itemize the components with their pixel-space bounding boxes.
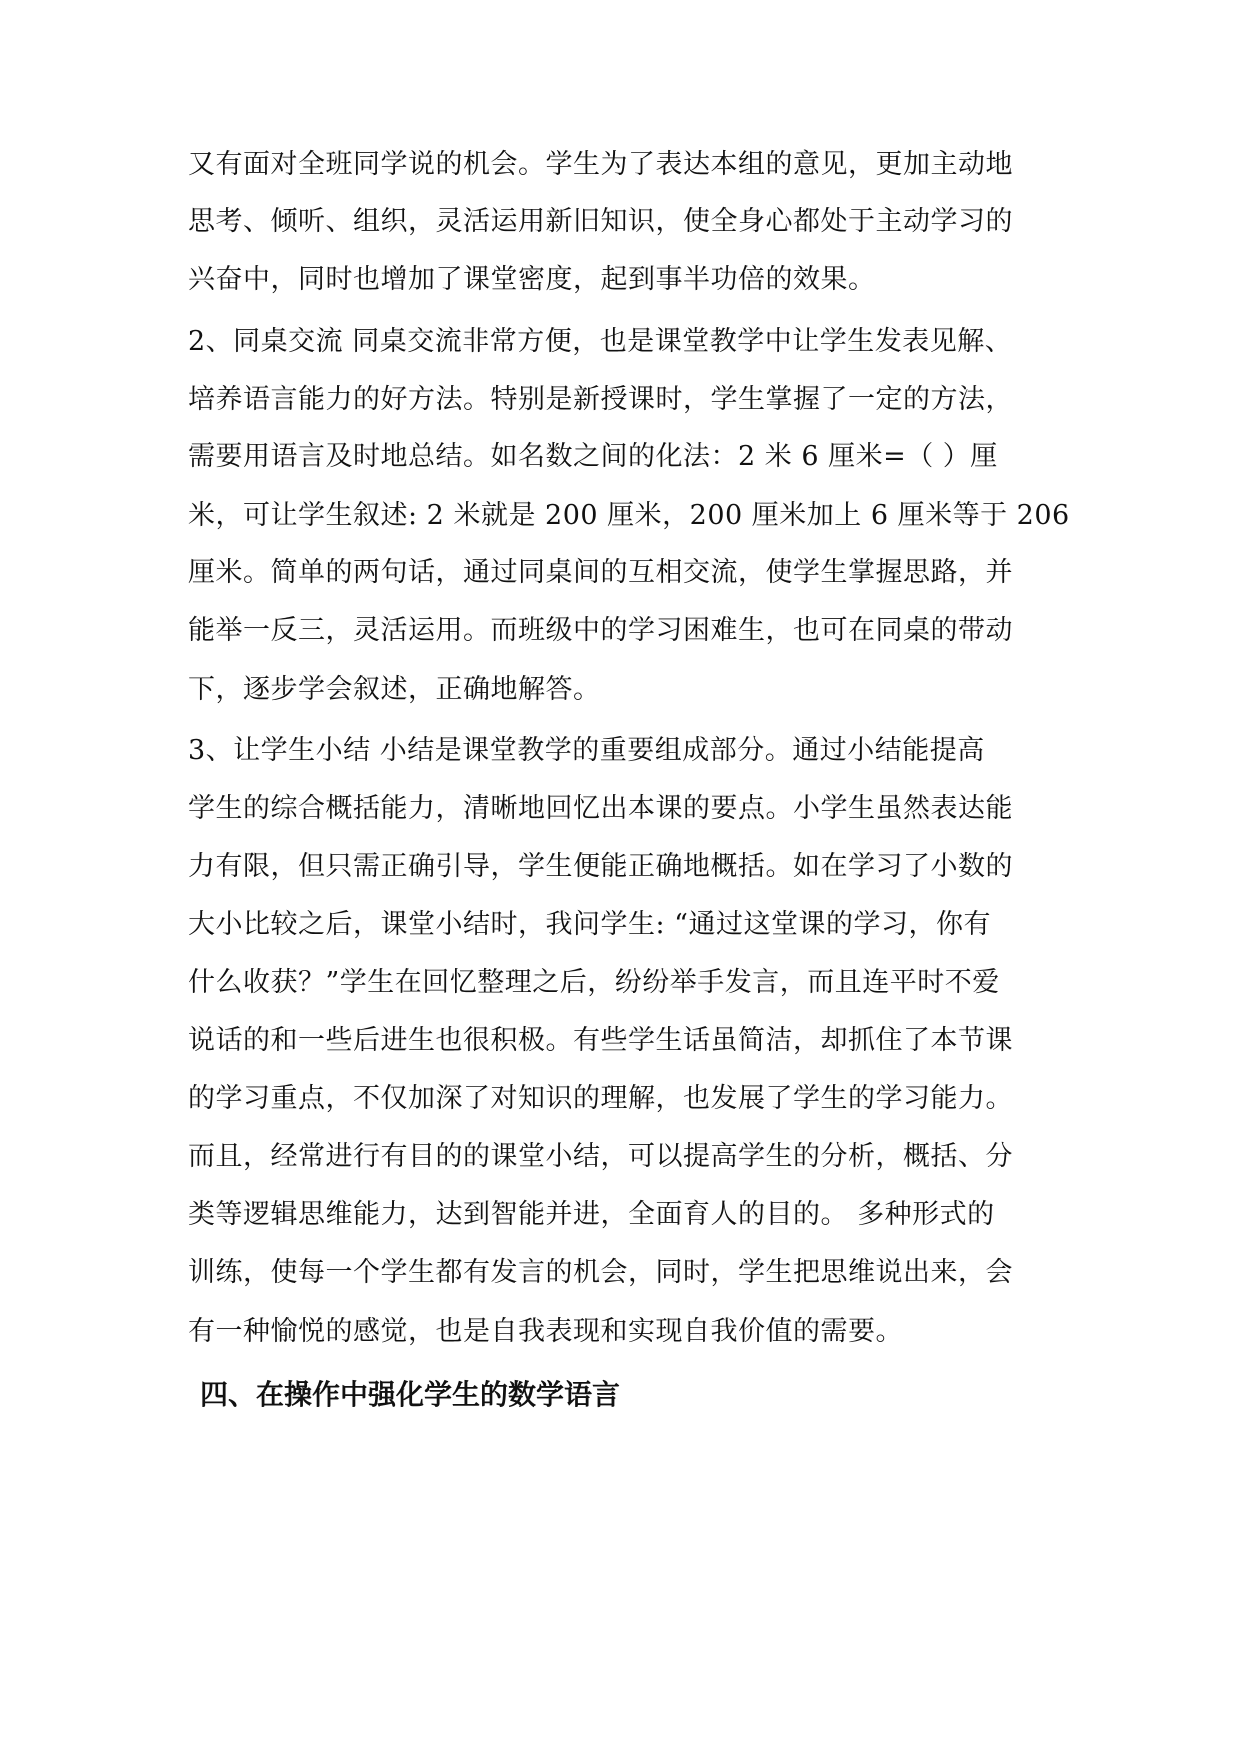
paragraph-line: 类等逻辑思维能力，达到智能并进，全面育人的目的。 多种形式的: [188, 1199, 995, 1230]
paragraph-line: 兴奋中，同时也增加了课堂密度，起到事半功倍的效果。: [188, 264, 876, 295]
paragraph-line: 学生的综合概括能力，清晰地回忆出本课的要点。小学生虽然表达能: [188, 793, 1013, 824]
paragraph-line: 培养语言能力的好方法。特别是新授课时，学生掌握了一定的方法，: [188, 384, 1013, 415]
paragraph-line: 有一种愉悦的感觉，也是自我表现和实现自我价值的需要。: [188, 1316, 903, 1347]
paragraph-line: 的学习重点，不仅加深了对知识的理解，也发展了学生的学习能力。: [188, 1083, 1013, 1114]
paragraph-line: 2、同桌交流 同桌交流非常方便，也是课堂教学中让学生发表见解、: [188, 326, 1013, 357]
paragraph-line: 力有限，但只需正确引导，学生便能正确地概括。如在学习了小数的: [188, 851, 1013, 882]
paragraph-line: 米，可让学生叙述: 2 米就是 200 厘米，200 厘米加上 6 厘米等于 206: [188, 500, 1070, 531]
paragraph-line: 能举一反三，灵活运用。而班级中的学习困难生，也可在同桌的带动: [188, 615, 1013, 646]
paragraph-line: 厘米。简单的两句话，通过同桌间的互相交流，使学生掌握思路，并: [188, 557, 1013, 588]
paragraph-line: 什么收获？”学生在回忆整理之后，纷纷举手发言，而且连平时不爱: [188, 967, 1000, 998]
paragraph-line: 而且，经常进行有目的的课堂小结，可以提高学生的分析，概括、分: [188, 1141, 1013, 1172]
paragraph-line: 下，逐步学会叙述，正确地解答。: [188, 674, 601, 705]
paragraph-line: 需要用语言及时地总结。如名数之间的化法：2 米 6 厘米=（ ）厘: [188, 441, 998, 472]
paragraph-line: 训练，使每一个学生都有发言的机会，同时，学生把思维说出来，会: [188, 1257, 1013, 1288]
paragraph-line: 思考、倾听、组织，灵活运用新旧知识，使全身心都处于主动学习的: [188, 206, 1013, 237]
paragraph-line: 3、让学生小结 小结是课堂教学的重要组成部分。通过小结能提高: [188, 735, 985, 766]
paragraph-line: 又有面对全班同学说的机会。学生为了表达本组的意见，更加主动地: [188, 149, 1013, 180]
section-heading: 四、在操作中强化学生的数学语言: [200, 1378, 621, 1411]
paragraph-line: 大小比较之后，课堂小结时，我问学生: “通过这堂课的学习，你有: [188, 909, 991, 940]
paragraph-line: 说话的和一些后进生也很积极。有些学生话虽简洁，却抓住了本节课: [188, 1025, 1013, 1056]
